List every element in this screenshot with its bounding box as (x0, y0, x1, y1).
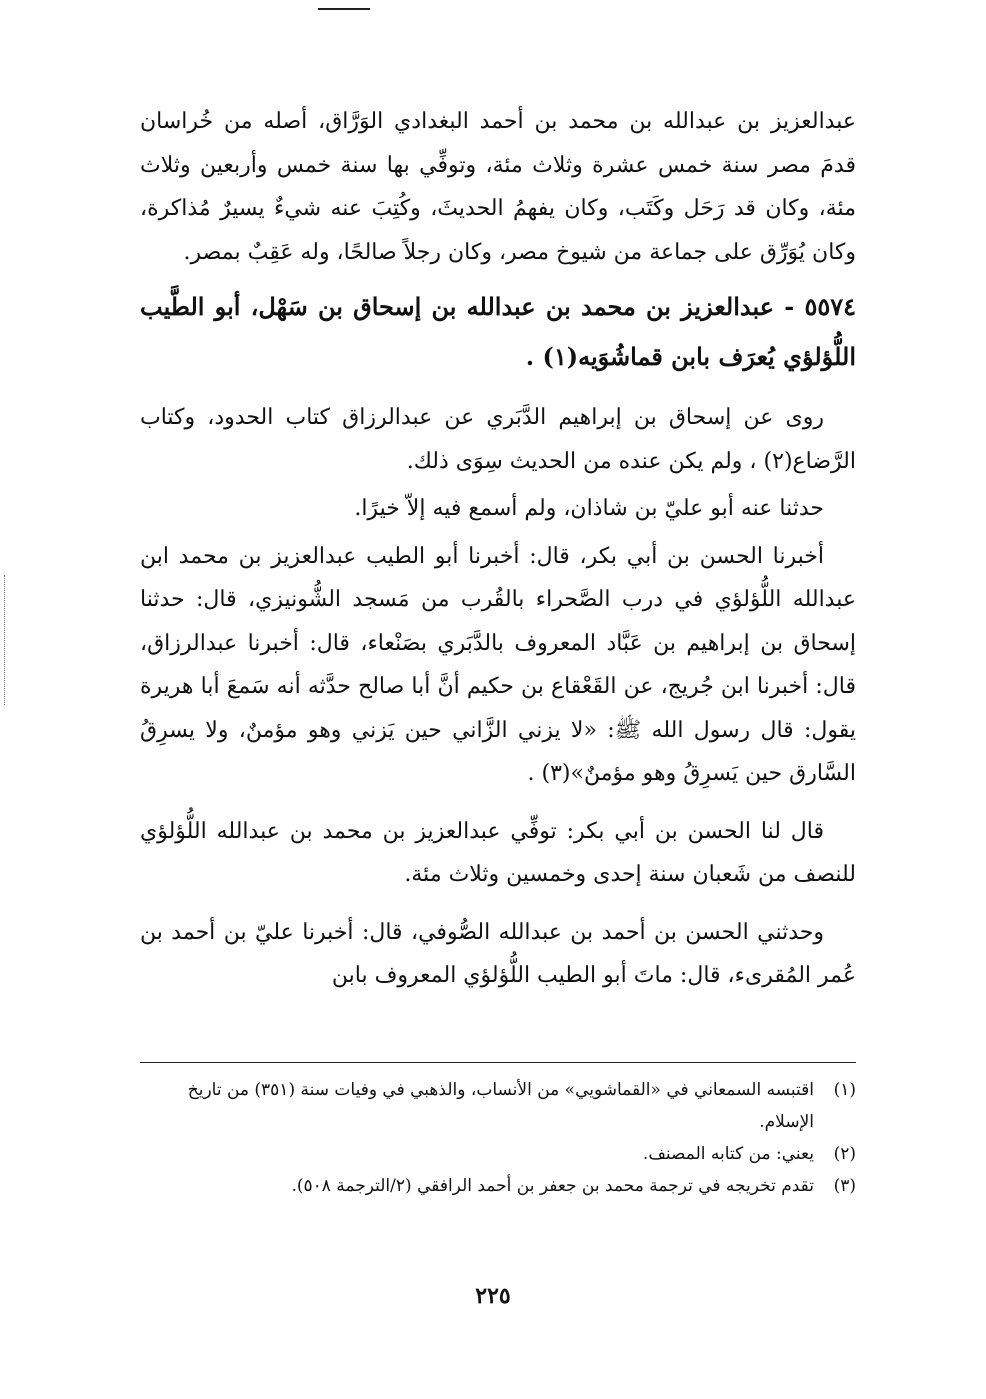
footnote-number: (١) (833, 1080, 856, 1100)
footnote-number: (٣) (833, 1176, 856, 1196)
footnote-text: تقدم تخريجه في ترجمة محمد بن جعفر بن أحمد الرافقي (٢/الترجمة ٥٠٨). (291, 1176, 814, 1196)
paragraph-3: حدثنا عنه أبو عليّ بن شاذان، ولم أسمع فيه إلاّ خيرًا. (354, 496, 824, 521)
footnote-rule (140, 1062, 856, 1063)
binding-mark (4, 575, 5, 705)
footnote-text: اقتبسه السمعاني في «القماشويي» من الأنساب، والذهبي في وفيات سنة (٣٥١) من تاريخ الإسلام. (187, 1080, 814, 1132)
paragraph-1: عبدالعزيز بن عبدالله بن محمد بن أحمد البغدادي الوَرَّاق، أصله من خُراسان قدمَ مصر سنة خمس عشرة وثلاث مئة، وتوفِّي بها سنة خمس وأربعين وثلاث مئة، وكان قد رَحَل وكَتَب، وكان يفهمُ الحديثَ، وكُتِبَ عنه شيءٌ يسيرٌ مُذاكرة، وكان يُوَرِّق على جماعة من شيوخ مصر، وكان رجلاً صالحًا، وله عَقِبٌ بمصر. (140, 109, 856, 265)
footnote-2 (140, 1138, 856, 1170)
main-text (140, 100, 856, 998)
paragraph-6: وحدثني الحسن بن أحمد بن عبدالله الصُّوفي، قال: أخبرنا عليّ بن أحمد بن عُمر المُقرىء، قال: ماتَ أبو الطيب اللُّؤلؤي المعروف بابن (140, 919, 856, 988)
paragraph-2: روى عن إسحاق بن إبراهيم الدَّبَري عن عبدالرزاق كتاب الحدود، وكتاب الرَّضاع(٢) ، ولم يكن عنده من الحديث سِوَى ذلك. (140, 405, 856, 474)
page-number: ٢٢٥ (475, 1283, 511, 1309)
top-rule (318, 8, 370, 10)
paragraph-4: أخبرنا الحسن بن أبي بكر، قال: أخبرنا أبو الطيب عبدالعزيز بن محمد ابن عبدالله اللُّؤلؤي في درب الصَّحراء بالقُرب من مَسجد الشُّونيزي، قال: حدثنا إسحاق بن إبراهيم بن عَبَّاد المعروف بالدَّبَري بصَنْعاء، قال: أخبرنا عبدالرزاق، قال: أخبرنا ابن جُريج، عن القَعْقاع بن حكيم أنَّ أبا صالح حدَّثه أنه سَمعَ أبا هريرة يقول: قال رسول الله ﷺ: «لا يزني الزَّاني حين يَزني وهو مؤمنٌ، ولا يسرِقُ السَّارق حين يَسرِقُ وهو مؤمنٌ»(٣) . (140, 543, 856, 786)
footnotes (140, 1074, 856, 1202)
footnote-text: يعني: من كتابه المصنف. (642, 1144, 814, 1164)
footnote-number: (٢) (833, 1144, 856, 1164)
footnote-1 (140, 1074, 856, 1138)
entry-heading: ٥٥٧٤ - عبدالعزيز بن محمد بن عبدالله بن إسحاق بن سَهْل، أبو الطَّيب اللُّؤلؤي يُعرَف بابن قماشُوَيه(١) . (140, 292, 856, 371)
footnote-3 (140, 1170, 856, 1202)
paragraph-5: قال لنا الحسن بن أبي بكر: توفِّي عبدالعزيز بن محمد بن عبدالله اللُّؤلؤي للنصف من شَعبان سنة إحدى وخمسين وثلاث مئة. (140, 818, 856, 887)
